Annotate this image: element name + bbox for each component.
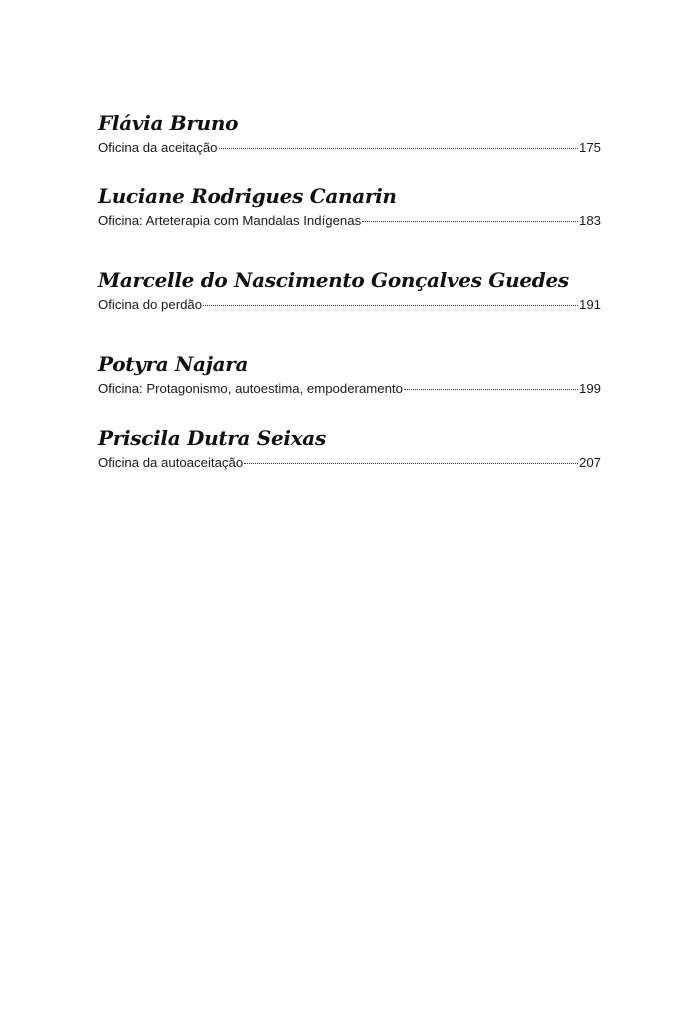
author-name: Potyra Najara xyxy=(98,352,249,376)
toc-entry xyxy=(98,425,601,472)
dot-leader xyxy=(244,463,578,464)
toc-line[interactable] xyxy=(98,212,601,230)
toc-line[interactable] xyxy=(98,454,601,472)
chapter-title: Oficina: Arteterapia com Mandalas Indígenas xyxy=(98,213,362,228)
dot-leader xyxy=(362,221,578,222)
page-number: 199 xyxy=(578,381,601,396)
page-number: 207 xyxy=(578,455,601,470)
dot-leader xyxy=(203,305,578,306)
author-name: Priscila Dutra Seixas xyxy=(98,426,326,450)
author-name: Luciane Rodrigues Canarin xyxy=(98,184,397,208)
author-name: Flávia Bruno xyxy=(98,111,239,135)
toc-line[interactable] xyxy=(98,139,601,157)
toc-entry xyxy=(98,351,601,398)
page-number: 183 xyxy=(578,213,601,228)
chapter-title: Oficina: Protagonismo, autoestima, empoderamento xyxy=(98,381,403,396)
toc-entry xyxy=(98,267,601,314)
toc-entry xyxy=(98,110,601,157)
toc-entry xyxy=(98,183,601,230)
page-number: 175 xyxy=(578,140,601,155)
chapter-title: Oficina do perdão xyxy=(98,297,203,312)
page-number: 191 xyxy=(578,297,601,312)
dot-leader xyxy=(219,148,578,149)
toc-line[interactable] xyxy=(98,380,601,398)
author-name: Marcelle do Nascimento Gonçalves Guedes xyxy=(98,268,569,292)
chapter-title: Oficina da autoaceitação xyxy=(98,455,244,470)
dot-leader xyxy=(404,389,578,390)
chapter-title: Oficina da aceitação xyxy=(98,140,218,155)
toc-line[interactable] xyxy=(98,296,601,314)
